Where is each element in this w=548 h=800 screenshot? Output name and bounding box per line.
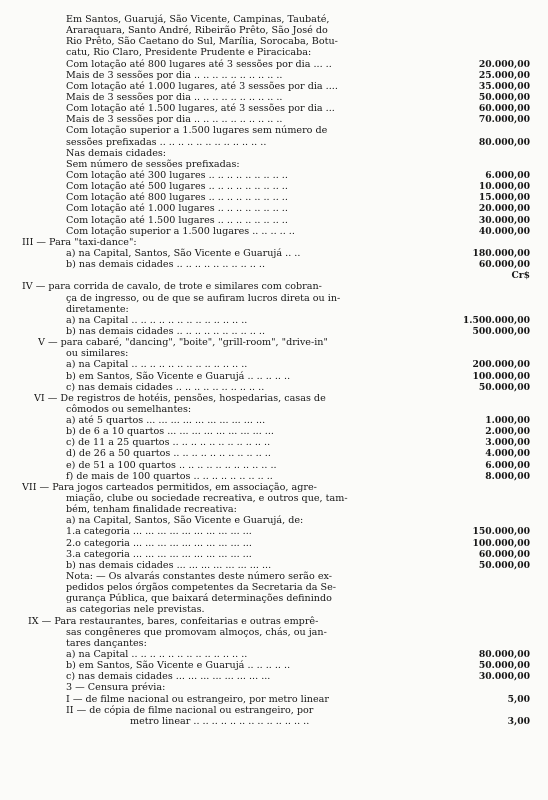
line-text: bém, tenham finalidade recreativa: [66, 504, 237, 516]
line-text: a) na Capital .. .. .. .. .. .. .. .. .. .. .. .. .. [66, 314, 248, 326]
line-text: b) nas demais cidades ... ... ... ... ... ... ... ... [66, 559, 272, 571]
line-text: I — de filme nacional ou estrangeiro, por metro linear [66, 693, 329, 705]
document-line [0, 604, 548, 615]
document-line [0, 393, 548, 404]
line-text: Nota: — Os alvarás constantes deste número serão ex- [66, 571, 332, 583]
fee-amount: 20.000,00 [478, 58, 530, 70]
fee-amount: 40.000,00 [478, 225, 530, 237]
document-line [0, 259, 548, 270]
document-line [0, 281, 548, 292]
fee-amount: 50.000,00 [478, 381, 530, 393]
line-text: e) de 51 a 100 quartos .. .. .. .. .. .. .. .. .. .. .. [66, 459, 277, 471]
line-text: IX — Para restaurantes, bares, confeitarias e outras emprê- [28, 615, 319, 627]
document-line [0, 426, 548, 437]
line-text: a) na Capital, Santos, São Vicente e Guarujá, de: [66, 515, 304, 527]
line-text: cômodos ou semelhantes: [66, 403, 192, 415]
line-text: Com lotação superior a 1.500 lugares sem número de [66, 125, 328, 137]
document-line [0, 682, 548, 693]
fee-amount: 60.000,00 [478, 548, 530, 560]
document-line [0, 371, 548, 382]
fee-amount: 500.000,00 [472, 325, 530, 337]
line-text: pedidos pelos órgãos competentes da Secretaria da Se- [66, 582, 337, 594]
line-text: Nas demais cidades: [66, 147, 167, 159]
line-text: Mais de 3 sessões por dia .. .. .. .. .. .. .. .. .. .. [66, 114, 283, 126]
document-line [0, 593, 548, 604]
document-line [0, 103, 548, 114]
document-line [0, 638, 548, 649]
document-line [0, 616, 548, 627]
document-line [0, 181, 548, 192]
line-text: Com lotação até 800 lugares até 3 sessões por dia ... .. [66, 58, 332, 70]
document-line [0, 560, 548, 571]
document-line [0, 315, 548, 326]
document-line [0, 92, 548, 103]
fee-amount: 5,00 [507, 693, 530, 705]
document-line [0, 337, 548, 348]
line-text: ou similares: [66, 348, 129, 360]
fee-amount: 70.000,00 [478, 114, 530, 126]
line-text: b) em Santos, São Vicente e Guarujá .. .. .. .. .. [66, 370, 291, 382]
line-text: d) de 26 a 50 quartos .. .. .. .. .. .. .. .. .. .. .. [66, 448, 271, 460]
fee-amount: 80.000,00 [478, 136, 530, 148]
line-text: b) nas demais cidades .. .. .. .. .. .. .. .. .. .. [66, 325, 266, 337]
fee-amount: 3,00 [507, 715, 530, 727]
document-line [0, 526, 548, 537]
document-line [0, 359, 548, 370]
fee-amount: 30.000,00 [478, 214, 530, 226]
fee-amount: 50.000,00 [478, 660, 530, 672]
fee-amount: 1.500.000,00 [462, 314, 530, 326]
line-text: catu, Rio Claro, Presidente Prudente e Piracicaba: [66, 47, 312, 59]
line-text: Com lotação até 1.000 lugares, até 3 sessões por dia .... [66, 80, 338, 92]
document-line [0, 415, 548, 426]
line-text: Com lotação até 1.000 lugares .. .. .. .. .. .. .. .. [66, 203, 288, 215]
document-line [0, 203, 548, 214]
line-text: VI — De registros de hotéis, pensões, hospedarias, casas de [34, 392, 326, 404]
line-text: diretamente: [66, 303, 129, 315]
line-text: b) de 6 a 10 quartos ... ... ... ... ... ... ... ... ... [66, 426, 274, 438]
document-line [0, 660, 548, 671]
fee-amount: 25.000,00 [478, 69, 530, 81]
line-text: 3 — Censura prévia: [66, 682, 166, 694]
document-line [0, 270, 548, 281]
document-line [0, 549, 548, 560]
line-text: V — para cabaré, "dancing", "boite", "grill-room", "drive-in" [38, 337, 328, 349]
document-line [0, 582, 548, 593]
fee-schedule [0, 14, 548, 727]
document-line [0, 671, 548, 682]
document-line [0, 215, 548, 226]
line-text: III — Para "taxi-dance": [22, 236, 137, 248]
line-text: Rio Prêto, São Caetano do Sul, Marília, Sorocaba, Botu- [66, 36, 338, 48]
document-line [0, 571, 548, 582]
line-text: c) nas demais cidades ... ... ... ... ... ... ... ... [66, 671, 271, 683]
fee-amount: 30.000,00 [478, 671, 530, 683]
line-text: Com lotação superior a 1.500 lugares .. .. .. .. .. [66, 225, 295, 237]
document-line [0, 159, 548, 170]
fee-amount: 4.000,00 [485, 448, 530, 460]
document-line [0, 348, 548, 359]
fee-amount: 1.000,00 [485, 415, 530, 427]
line-text: 2.o categoria ... ... ... ... ... ... ... ... ... ... [66, 537, 252, 549]
line-text: VII — Para jogos carteados permitidos, em associação, agre- [22, 481, 317, 493]
document-line [0, 627, 548, 638]
fee-amount: 6.000,00 [485, 459, 530, 471]
document-line [0, 226, 548, 237]
line-text: Com lotação até 300 lugares .. .. .. .. .. .. .. .. .. [66, 169, 288, 181]
document-line [0, 538, 548, 549]
line-text: Sem número de sessões prefixadas: [66, 158, 240, 170]
document-line [0, 81, 548, 92]
document-line [0, 326, 548, 337]
fee-amount: 50.000,00 [478, 91, 530, 103]
line-text: b) em Santos, São Vicente e Guarujá .. .. .. .. .. [66, 660, 291, 672]
line-text: a) na Capital .. .. .. .. .. .. .. .. .. .. .. .. .. [66, 359, 248, 371]
document-line [0, 248, 548, 259]
line-text: c) nas demais cidades .. .. .. .. .. .. .. .. .. .. [66, 381, 265, 393]
line-text: tares dançantes: [66, 637, 147, 649]
fee-amount: 3.000,00 [485, 437, 530, 449]
line-text: f) de mais de 100 quartos .. .. .. .. .. .. .. .. .. [66, 470, 273, 482]
document-line [0, 694, 548, 705]
document-line [0, 70, 548, 81]
document-line [0, 192, 548, 203]
document-line [0, 47, 548, 58]
line-text: 1.a categoria ... ... ... ... ... ... ... ... ... ... [66, 526, 252, 538]
document-line [0, 25, 548, 36]
line-text: as categorias nele previstas. [66, 604, 205, 616]
fee-amount: 20.000,00 [478, 203, 530, 215]
line-text: miação, clube ou sociedade recreativa, e outros que, tam- [66, 493, 348, 505]
line-text: Mais de 3 sessões por dia .. .. .. .. .. .. .. .. .. .. [66, 91, 283, 103]
fee-amount: 10.000,00 [478, 181, 530, 193]
fee-amount: 2.000,00 [485, 426, 530, 438]
line-text: Mais de 3 sessões por dia .. .. .. .. .. .. .. .. .. .. [66, 69, 283, 81]
line-text: ça de ingresso, ou de que se aufiram lucros direta ou in- [66, 292, 341, 304]
line-text: Com lotação até 1.500 lugares .. .. .. .. .. .. .. .. [66, 214, 288, 226]
line-text: 3.a categoria ... ... ... ... ... ... ... ... ... ... [66, 548, 252, 560]
document-line [0, 515, 548, 526]
line-text: c) de 11 a 25 quartos .. .. .. .. .. .. .. .. .. .. .. [66, 437, 271, 449]
document-line [0, 148, 548, 159]
document-line [0, 448, 548, 459]
line-text: Com lotação até 800 lugares .. .. .. .. .. .. .. .. .. [66, 192, 288, 204]
line-text: a) até 5 quartos ... ... ... ... ... ... ... ... ... ... [66, 415, 266, 427]
document-line [0, 14, 548, 25]
fee-amount: 100.000,00 [472, 537, 530, 549]
fee-amount: 35.000,00 [478, 80, 530, 92]
document-line [0, 170, 548, 181]
document-line [0, 36, 548, 47]
document-line [0, 293, 548, 304]
document-line [0, 471, 548, 482]
document-line [0, 304, 548, 315]
line-text: metro linear .. .. .. .. .. .. .. .. .. .. .. .. .. [130, 715, 310, 727]
line-text: a) na Capital .. .. .. .. .. .. .. .. .. .. .. .. .. [66, 649, 248, 661]
fee-amount: 150.000,00 [472, 526, 530, 538]
fee-amount: 15.000,00 [478, 192, 530, 204]
document-line [0, 382, 548, 393]
document-line [0, 649, 548, 660]
document-line [0, 59, 548, 70]
currency-label: Cr$ [511, 270, 530, 282]
fee-amount: 8.000,00 [485, 470, 530, 482]
line-text: Com lotação até 500 lugares .. .. .. .. .. .. .. .. .. [66, 181, 288, 193]
document-line [0, 114, 548, 125]
document-line [0, 404, 548, 415]
fee-amount: 80.000,00 [478, 649, 530, 661]
document-line [0, 493, 548, 504]
line-text: b) nas demais cidades .. .. .. .. .. .. .. .. .. .. [66, 259, 266, 271]
line-text: gurança Pública, que baixará determinações definindo [66, 593, 332, 605]
line-text: II — de cópia de filme nacional ou estrangeiro, por [66, 704, 314, 716]
fee-amount: 180.000,00 [472, 247, 530, 259]
document-line [0, 237, 548, 248]
fee-amount: 6.000,00 [485, 169, 530, 181]
document-line [0, 137, 548, 148]
fee-amount: 200.000,00 [472, 359, 530, 371]
line-text: IV — para corrida de cavalo, de trote e similares com cobran- [22, 281, 322, 293]
document-line [0, 460, 548, 471]
document-line [0, 716, 548, 727]
document-line [0, 125, 548, 136]
fee-amount: 100.000,00 [472, 370, 530, 382]
fee-amount: 60.000,00 [478, 259, 530, 271]
document-line [0, 705, 548, 716]
fee-amount: 60.000,00 [478, 103, 530, 115]
line-text: sas congêneres que promovam almoços, chás, ou jan- [66, 626, 327, 638]
document-line [0, 437, 548, 448]
line-text: Com lotação até 1.500 lugares, até 3 sessões por dia ... [66, 103, 335, 115]
line-text: Em Santos, Guarujá, São Vicente, Campinas, Taubaté, [66, 14, 330, 25]
line-text: Araraquara, Santo André, Ribeirão Prêto, São José do [66, 25, 328, 37]
line-text: a) na Capital, Santos, São Vicente e Guarujá .. .. [66, 247, 301, 259]
document-line [0, 482, 548, 493]
document-line [0, 504, 548, 515]
fee-amount: 50.000,00 [478, 559, 530, 571]
line-text: sessões prefixadas .. .. .. .. .. .. .. .. .. .. .. .. [66, 136, 267, 148]
